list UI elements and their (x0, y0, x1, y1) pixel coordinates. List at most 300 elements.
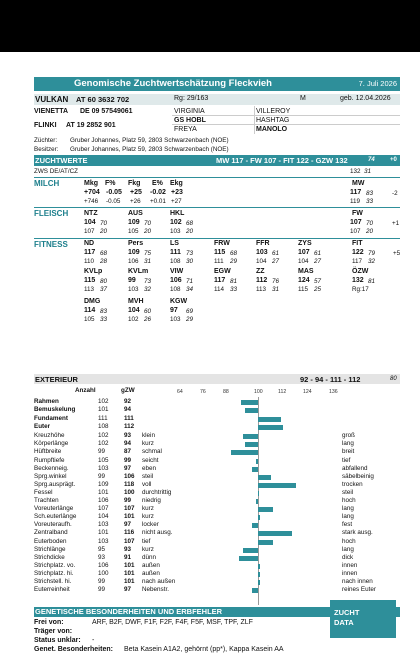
fitness-g1-ancestor-acc: 27 (314, 258, 322, 265)
trait-name: Euter (34, 422, 51, 430)
trait-bar (258, 531, 292, 536)
summary-accuracy: 74 (368, 157, 375, 163)
fitness-g2-header: ZZ (256, 268, 265, 275)
trait-bar (239, 556, 258, 561)
fitness-g2-ancestor: 114 (214, 286, 225, 293)
fitness-g1-accuracy: 68 (230, 250, 238, 257)
fitness-g1-header: ND (84, 240, 95, 247)
trait-right-label: fest (342, 521, 353, 529)
axis-tick: 100 (254, 389, 263, 395)
fitness-g2-value: 106 (170, 277, 182, 284)
trait-count: 103 (98, 464, 109, 472)
trait-count: 105 (98, 456, 109, 464)
trait-left-label: außen (142, 569, 160, 577)
milch-mw-diff: -2 (392, 190, 398, 197)
milch-value: +704 (84, 189, 100, 196)
trait-bar (243, 548, 258, 553)
trait-left-label: kurz (142, 505, 154, 513)
section-line (34, 177, 400, 178)
trait-gzw: 94 (124, 440, 132, 448)
trait-name: Fessel (34, 488, 53, 496)
col-gzw: gZW (121, 387, 135, 394)
fitness-g2-ancestor: 103 (128, 286, 139, 293)
dam-id: AT 19 2852 901 (66, 122, 116, 129)
header-bar (34, 77, 400, 91)
fitness-g1-header: LS (170, 240, 179, 247)
sire-name: VIENETTA (34, 108, 69, 115)
owner-label: Besitzer: (34, 146, 59, 153)
trait-left-label: Nebenstr. (142, 586, 169, 594)
fitness-g3-accuracy: 83 (100, 308, 108, 315)
free-of-value: ARF, B2F, DWF, F1F, F2F, F4F, F5F, MSF, TPF, ZLF (92, 619, 253, 626)
fitness-g2-ancestor: 113 (84, 286, 95, 293)
fitness-g1-value: 115 (214, 249, 226, 256)
fitness-g3-ancestor-acc: 33 (100, 316, 108, 323)
trait-right-label: trocken (342, 480, 363, 488)
trait-left-label: klein (142, 432, 155, 440)
trait-count: 95 (98, 545, 106, 553)
trait-gzw: 93 (124, 545, 132, 553)
trait-count: 99 (98, 472, 106, 480)
trait-count: 99 (98, 578, 106, 585)
trait-right-label: dick (342, 553, 354, 561)
trait-bar (252, 523, 258, 528)
fitness-g2-header: ÖZW (352, 268, 369, 275)
trait-name: Strichlänge (34, 545, 66, 553)
fitness-g1-header: FFR (256, 240, 270, 247)
trait-count: 101 (98, 488, 109, 496)
milch-ancestor-value: +27 (171, 198, 182, 205)
trait-left-label: seicht (142, 456, 159, 464)
trait-left-label: schmal (142, 448, 162, 456)
fitness-g2-ancestor: 115 (298, 286, 309, 293)
pedigree-5: FREYA (174, 126, 197, 133)
fleisch-acc: 70 (100, 220, 108, 227)
sire-id: DE 09 57549061 (80, 108, 133, 115)
fitness-g1-ancestor: 104 (298, 258, 309, 265)
fitness-g2-value: 124 (298, 277, 310, 284)
trait-name: Strichstell. hi. (34, 578, 72, 585)
fitness-g2-header: KVLm (128, 268, 149, 275)
breeder-value: Gruber Johannes, Platz 59, 2803 Schwarzenbach (NOE) (70, 137, 229, 144)
trait-bar (258, 515, 260, 520)
trait-count: 103 (98, 537, 109, 545)
trait-right-label: säbelbeinig (342, 472, 374, 480)
animal-id: AT 60 3632 702 (76, 95, 130, 104)
trait-gzw: 99 (124, 497, 132, 504)
fitness-g1-header: Pers (128, 240, 144, 247)
trait-bar (258, 417, 281, 422)
trait-name: Strichplatz. hi. (34, 569, 74, 577)
fitness-g2-value: 117 (214, 277, 226, 284)
trait-gzw: 91 (124, 553, 132, 561)
trait-name: Bemuskelung (34, 406, 76, 414)
axis-tick: 64 (177, 389, 183, 395)
zuchtdata-logo (330, 600, 396, 638)
trait-name: Strichplatz. vo. (34, 561, 76, 569)
fleisch-ancestor-acc: 20 (144, 228, 152, 235)
fitness-g3-ancestor-acc: 29 (186, 316, 194, 323)
trait-gzw: 87 (124, 448, 132, 456)
trait-gzw: 116 (124, 529, 135, 537)
trait-right-label: innen (342, 569, 358, 577)
trait-left-label: niedrig (142, 497, 161, 504)
report-date: 7. Juli 2026 (358, 79, 397, 88)
trait-left-label: eben (142, 464, 157, 472)
trait-gzw: 97 (124, 521, 132, 529)
divider (172, 124, 400, 125)
exterieur-label: EXTERIEUR (35, 375, 78, 384)
trait-right-label: hoch (342, 497, 356, 504)
fleisch-header: AUS (128, 210, 143, 217)
sex: M (300, 95, 306, 102)
fleisch-ancestor: 103 (170, 228, 181, 235)
fitness-g3-accuracy: 69 (186, 308, 194, 315)
fitness-g1-ancestor-acc: 29 (230, 258, 238, 265)
trait-gzw: 101 (124, 569, 135, 577)
fitness-g3-header: MVH (128, 298, 144, 305)
page-title: Genomische Zuchtwertschätzung Fleckvieh (74, 78, 272, 89)
trait-right-label: steil (342, 488, 354, 496)
trait-gzw: 99 (124, 456, 132, 464)
fitness-label: FITNESS (34, 240, 68, 249)
genetic-special-label: Genet. Besonderheiten: (34, 646, 113, 653)
milch-ancestor-value: +746 (84, 198, 99, 205)
birth-date: geb. 12.04.2026 (340, 95, 391, 102)
trait-count: 109 (98, 480, 109, 488)
breeder-label: Züchter: (34, 137, 58, 144)
trait-count: 111 (98, 414, 108, 422)
fitness-g1-header: FRW (214, 240, 230, 247)
trait-right-label: groß (342, 432, 355, 440)
fitness-g2-header: VIW (170, 268, 184, 275)
fitness-g2-accuracy: 71 (186, 278, 194, 285)
trait-bar (258, 572, 260, 577)
trait-bar (256, 459, 258, 464)
fitness-g1-accuracy: 68 (100, 250, 108, 257)
trait-right-label: stark ausg. (342, 529, 373, 537)
fleisch-ancestor-acc: 20 (100, 228, 108, 235)
milch-label: MILCH (34, 179, 60, 188)
zws-label: ZWS DE/AT/CZ (34, 168, 78, 175)
trait-left-label: nach außen (142, 578, 176, 585)
trait-name: Euterreinheit (34, 586, 70, 594)
milch-mw-ancestor-acc: 33 (366, 198, 374, 205)
fleisch-fw-ancestor-acc: 20 (366, 228, 374, 235)
fitness-g2-ancestor: 108 (170, 286, 181, 293)
trait-bar (256, 499, 258, 504)
axis-tick: 88 (223, 389, 229, 395)
trait-name: Kreuzhöhe (34, 432, 65, 440)
zuchtwerte-bar (34, 155, 400, 166)
trait-right-label: abfallend (342, 464, 368, 472)
fitness-g1-ancestor-acc: 30 (186, 258, 194, 265)
trait-left-label: außen (142, 561, 160, 569)
fitness-g1-value: 109 (128, 249, 140, 256)
trait-gzw: 101 (124, 578, 135, 585)
trait-bar (252, 588, 258, 593)
trait-count: 106 (98, 497, 109, 504)
trait-left-label: tief (142, 537, 151, 545)
trait-name: Hüftbreite (34, 448, 62, 456)
trait-bar (241, 400, 258, 405)
trait-name: Euterboden (34, 537, 67, 545)
trait-left-label: locker (142, 521, 159, 529)
zuchtwerte-summary: MW 117 - FW 107 - FIT 122 - GZW 132 (216, 156, 348, 165)
trait-name: Rumpftiefe (34, 456, 65, 464)
trait-bar (245, 408, 258, 413)
pedigree-6: MANOLO (256, 126, 288, 133)
trait-right-label: breit (342, 448, 355, 456)
fitness-g3-header: DMG (84, 298, 101, 305)
trait-bar (243, 434, 258, 439)
trait-gzw: 100 (124, 488, 135, 496)
trait-bar (258, 475, 271, 480)
fitness-g2-accuracy: 73 (144, 278, 152, 285)
fleisch-ancestor-acc: 20 (186, 228, 194, 235)
fitness-g2-header: KVLp (84, 268, 103, 275)
milch-ancestor-value: +26 (130, 198, 141, 205)
trait-bar (258, 507, 273, 512)
trait-name: Voreuteraufh. (34, 521, 72, 529)
fleisch-value: 104 (84, 219, 96, 226)
trait-count: 102 (98, 432, 109, 440)
fitness-g1-accuracy: 73 (186, 250, 194, 257)
fleisch-fw-header: FW (352, 210, 363, 217)
unclear-value: - (92, 637, 95, 644)
trait-right-label: reines Euter (342, 586, 376, 594)
trait-gzw: 92 (124, 398, 132, 405)
milch-ancestor-value: -0.05 (106, 198, 121, 205)
trait-count: 103 (98, 521, 109, 529)
fitness-g2-ancestor-acc: 33 (230, 286, 238, 293)
fitness-g1-header: FIT (352, 240, 363, 247)
fitness-g2-accuracy: 76 (272, 278, 280, 285)
trait-count: 99 (98, 586, 106, 594)
trait-right-label: lang (342, 545, 354, 553)
trait-gzw: 97 (124, 586, 132, 594)
fitness-g1-ancestor: 110 (84, 258, 95, 265)
milch-value: +25 (130, 189, 142, 196)
fitness-g2-accuracy: 81 (230, 278, 238, 285)
fleisch-fw-ancestor: 107 (350, 228, 361, 235)
trait-left-label: voll (142, 480, 152, 488)
milch-mw-header: MW (352, 180, 365, 187)
trait-gzw: 107 (124, 537, 135, 545)
trait-count: 100 (98, 569, 109, 577)
axis-tick: 136 (329, 389, 338, 395)
fitness-g2-ancestor: 113 (256, 286, 267, 293)
fitness-g1-ancestor-acc: 27 (272, 258, 280, 265)
milch-header: E% (152, 180, 163, 187)
fitness-g2-ancestor-acc: 31 (272, 286, 280, 293)
trait-name: Voreuterlänge (34, 505, 74, 513)
fleisch-ancestor: 105 (128, 228, 139, 235)
fitness-g2-ancestor-acc: 25 (314, 286, 322, 293)
milch-header: Ekg (170, 180, 183, 187)
fitness-g2-accuracy: 81 (368, 278, 376, 285)
trait-bar (252, 467, 258, 472)
milch-mw: 117 (350, 189, 362, 196)
fleisch-label: FLEISCH (34, 209, 69, 218)
trait-count: 104 (98, 513, 109, 521)
carrier-label: Träger von: (34, 628, 73, 635)
genetic-label: GENETISCHE BESONDERHEITEN UND ERBFEHLER (35, 607, 223, 616)
fitness-g2-value: 99 (128, 277, 136, 284)
zuchtwerte-label: ZUCHTWERTE (35, 156, 88, 165)
fleisch-value: 102 (170, 219, 182, 226)
zws-gzw: 132 (350, 168, 361, 175)
trait-name: Sprg.ausprägt. (34, 480, 76, 488)
trait-name: Körperlänge (34, 440, 69, 448)
genetic-special-value: Beta Kasein A1A2, gehörnt (pp*), Kappa Kasein AA (124, 646, 284, 653)
fleisch-ancestor: 107 (84, 228, 95, 235)
fitness-g1-ancestor: 104 (256, 258, 267, 265)
fitness-g1-accuracy: 61 (314, 250, 322, 257)
rank: Rg: 29/163 (174, 95, 209, 102)
fitness-g3-header: KGW (170, 298, 188, 305)
trait-gzw: 101 (124, 513, 135, 521)
owner-value: Gruber Johannes, Platz 59, 2803 Schwarzenbach (NOE) (70, 146, 229, 153)
animal-row (34, 94, 400, 105)
fitness-g2-value: 115 (84, 277, 96, 284)
pedigree-1: VIRGINIA (174, 108, 205, 115)
pedigree-3: GS HOBL (174, 117, 206, 124)
fitness-g1-accuracy: 79 (368, 250, 376, 257)
trait-gzw: 101 (124, 561, 135, 569)
fitness-g1-ancestor: 108 (170, 258, 181, 265)
zws-gzw-acc: 31 (364, 168, 372, 175)
milch-header: Mkg (84, 180, 98, 187)
trait-right-label: lang (342, 505, 354, 513)
divider (172, 115, 400, 116)
fitness-g3-value: 104 (128, 307, 140, 314)
trait-gzw: 106 (124, 472, 135, 480)
trait-bar (258, 425, 283, 430)
fitness-g3-value: 97 (170, 307, 178, 314)
trait-left-label: nicht ausg. (142, 529, 173, 537)
trait-name: Fundament (34, 414, 68, 422)
fitness-g2-value: 132 (352, 277, 364, 284)
trait-right-label: hoch (342, 537, 356, 545)
trait-right-label: lang (342, 513, 354, 521)
fleisch-header: NTZ (84, 210, 98, 217)
trait-left-label: durchtrittig (142, 488, 172, 496)
fitness-g2-header: EGW (214, 268, 231, 275)
fleisch-fw-acc: 70 (366, 220, 374, 227)
trait-bar (258, 564, 260, 569)
exterieur-bar (34, 374, 400, 384)
free-of-label: Frei von: (34, 619, 64, 626)
fitness-g2-ancestor-acc: 34 (186, 286, 194, 293)
trait-right-label: innen (342, 561, 358, 569)
fleisch-value: 109 (128, 219, 140, 226)
axis-tick: 112 (278, 389, 287, 395)
milch-ancestor-value: +0.01 (150, 198, 166, 205)
trait-count: 101 (98, 529, 109, 537)
trait-bar (245, 442, 258, 447)
fleisch-acc: 68 (186, 220, 194, 227)
milch-value: -0.02 (150, 189, 166, 196)
axis-tick: 76 (200, 389, 206, 395)
fitness-g1-value: 103 (256, 249, 268, 256)
exterieur-summary: 92 - 94 - 111 - 112 (300, 375, 361, 384)
trait-bar (258, 540, 273, 545)
pedigree-4: HASHTAG (256, 117, 290, 124)
fleisch-fw-diff: +1 (392, 220, 400, 227)
trait-count: 101 (98, 406, 109, 414)
trait-count: 108 (98, 422, 109, 430)
fitness-g3-ancestor: 105 (84, 316, 95, 323)
fitness-g1-value: 111 (170, 249, 181, 256)
fitness-g1-ancestor: 106 (128, 258, 139, 265)
trait-count: 107 (98, 505, 109, 513)
trait-name: Trachten (34, 497, 59, 504)
col-anzahl: Anzahl (75, 387, 96, 394)
trait-name: Zentralband (34, 529, 68, 537)
unclear-label: Status unklar: (34, 637, 81, 644)
fitness-g3-ancestor-acc: 26 (144, 316, 152, 323)
logo-line1: ZUCHT (334, 608, 360, 617)
milch-mw-acc: 83 (366, 190, 374, 197)
trait-name: Rahmen (34, 398, 59, 405)
trait-count: 102 (98, 398, 109, 405)
milch-mw-ancestor: 119 (350, 198, 361, 205)
trait-right-label: nach innen (342, 578, 373, 585)
trait-gzw: 118 (124, 480, 135, 488)
fitness-g2-accuracy: 57 (314, 278, 322, 285)
trait-gzw: 107 (124, 505, 135, 513)
trait-count: 106 (98, 561, 109, 569)
fitness-g2-value: 112 (256, 277, 268, 284)
trait-left-label: dünn (142, 553, 157, 561)
trait-right-label: tief (342, 456, 351, 464)
trait-bar (258, 483, 296, 488)
fitness-g1-ancestor: 111 (214, 258, 224, 265)
section-line (34, 238, 400, 239)
trait-count: 99 (98, 448, 106, 456)
dam-name: FLINKI (34, 122, 57, 129)
fitness-g2-ancestor-acc: 37 (100, 286, 108, 293)
fitness-g3-accuracy: 60 (144, 308, 152, 315)
fitness-g3-ancestor: 102 (128, 316, 139, 323)
fleisch-fw: 107 (350, 219, 362, 226)
fitness-g1-ancestor: 117 (352, 258, 363, 265)
trait-bar (258, 491, 259, 496)
exterieur-trail: 80 (390, 376, 397, 382)
trait-count: 102 (98, 440, 109, 448)
fitness-g2-ancestor: Rg:17 (352, 286, 369, 293)
summary-diff: +0 (390, 157, 397, 163)
trait-right-label: lang (342, 440, 354, 448)
milch-value: -0.05 (106, 189, 122, 196)
trait-name: Strichdicke (34, 553, 65, 561)
divider (254, 106, 255, 134)
fitness-g3-ancestor: 103 (170, 316, 181, 323)
section-line (34, 207, 400, 208)
fitness-g1-accuracy: 61 (272, 250, 280, 257)
trait-name: Beckenneig. (34, 464, 69, 472)
fitness-g3-value: 114 (84, 307, 96, 314)
milch-header: F% (105, 180, 116, 187)
trait-name: Sch.euterlänge (34, 513, 77, 521)
trait-left-label: kurz (142, 545, 154, 553)
trait-left-label: kurz (142, 440, 154, 448)
trait-bar (231, 450, 258, 455)
fitness-g2-ancestor-acc: 32 (144, 286, 152, 293)
fitness-g1-value: 122 (352, 249, 364, 256)
fitness-g1-ancestor-acc: 31 (144, 258, 152, 265)
